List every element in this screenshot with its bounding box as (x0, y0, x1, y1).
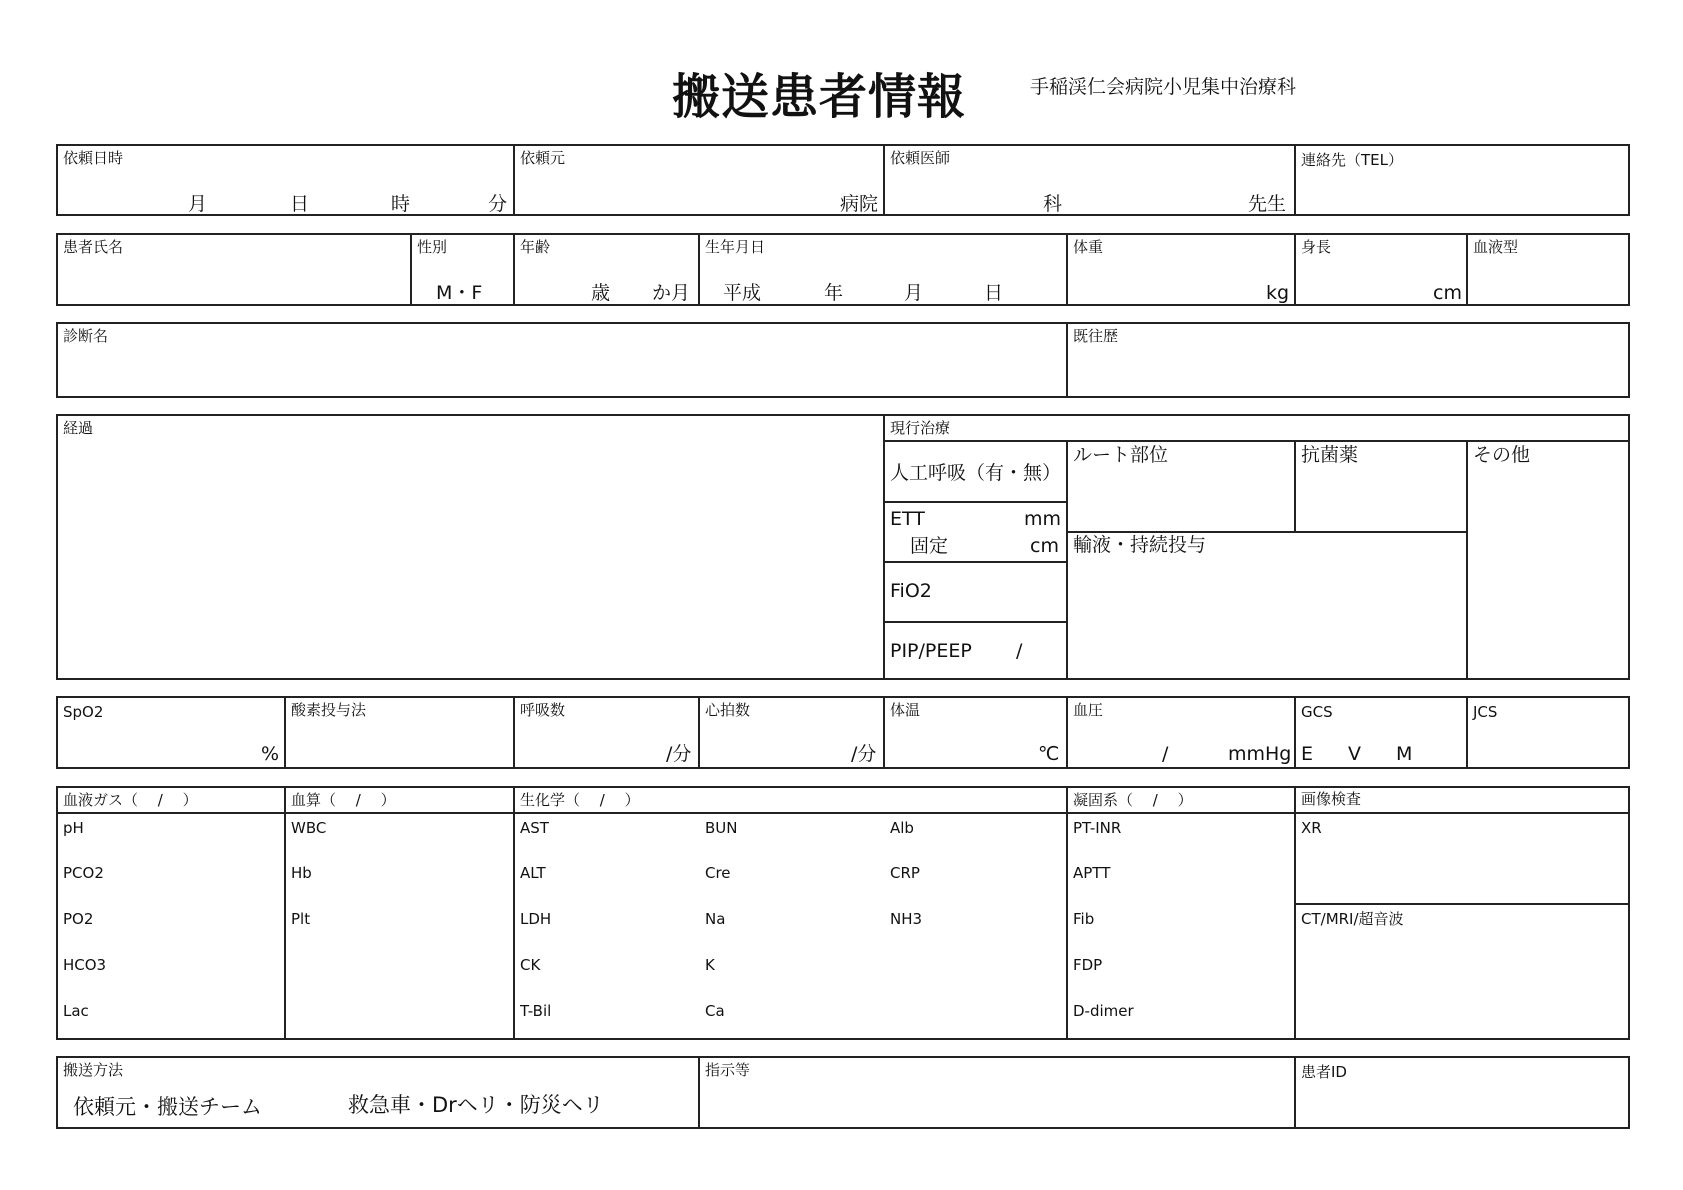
height-unit: cm (1433, 282, 1462, 304)
lab-item: Alb (890, 819, 914, 837)
transport-method-label: 搬送方法 (63, 1061, 124, 1079)
blood-pressure-slash: / (1162, 743, 1169, 765)
day-unit: 日 (290, 193, 310, 215)
height-label: 身長 (1301, 238, 1332, 256)
lab-item: PO2 (63, 910, 94, 928)
lab-item: NH3 (890, 910, 923, 928)
lab-item: D-dimer (1073, 1002, 1134, 1020)
gcs-motor: M (1396, 743, 1413, 765)
dob-year-unit: 年 (824, 282, 844, 304)
blood-pressure-unit: mmHg (1228, 743, 1292, 765)
lab-item: BUN (705, 819, 738, 837)
dob-era: 平成 (723, 282, 762, 304)
dob-day-unit: 日 (984, 282, 1004, 304)
lab-item: AST (520, 819, 549, 837)
lab-item: HCO3 (63, 956, 107, 974)
instructions-label: 指示等 (705, 1061, 751, 1079)
pip-peep-label: PIP/PEEP (890, 640, 972, 662)
course-label: 経過 (63, 419, 94, 437)
temperature-unit: ℃ (1038, 743, 1060, 765)
lab-item: FDP (1073, 956, 1103, 974)
blood-gas-header: 血液ガス（ / ） (63, 791, 198, 809)
ett-label: ETT (890, 508, 925, 530)
lab-item: WBC (291, 819, 327, 837)
lab-item: APTT (1073, 864, 1111, 882)
contact-label: 連絡先（TEL） (1301, 151, 1403, 169)
hospital-suffix: 病院 (840, 193, 879, 215)
request-datetime-label: 依頼日時 (63, 149, 124, 167)
department-suffix: 科 (1043, 193, 1063, 215)
spo2-unit: % (261, 743, 280, 765)
patient-section (56, 233, 1630, 306)
ett-unit: mm (1024, 508, 1062, 530)
patient-id-label: 患者ID (1301, 1063, 1347, 1081)
month-unit: 月 (188, 193, 208, 215)
dob-month-unit: 月 (904, 282, 924, 304)
dob-label: 生年月日 (705, 238, 766, 256)
sex-options: M・F (436, 282, 483, 304)
ventilation-status: 人工呼吸（有・無） (890, 462, 1062, 484)
fixation-unit: cm (1030, 535, 1059, 557)
patient-name-label: 患者氏名 (63, 238, 124, 256)
fixation-label: 固定 (910, 535, 949, 557)
lab-item: T-Bil (520, 1002, 552, 1020)
page-title: 搬送患者情報 (672, 69, 967, 125)
gcs-label: GCS (1301, 703, 1333, 721)
jcs-label: JCS (1473, 703, 1498, 721)
diagnosis-label: 診断名 (63, 327, 109, 345)
heart-rate-unit: /分 (851, 743, 877, 765)
temperature-label: 体温 (890, 701, 921, 719)
gcs-verbal: V (1348, 743, 1361, 765)
weight-unit: kg (1266, 282, 1290, 304)
age-label: 年齢 (520, 238, 551, 256)
fio2-label: FiO2 (890, 580, 932, 602)
coagulation-header: 凝固系（ / ） (1073, 791, 1193, 809)
weight-label: 体重 (1073, 238, 1104, 256)
request-doctor-label: 依頼医師 (890, 149, 951, 167)
other-label: その他 (1473, 444, 1531, 466)
respiratory-rate-unit: /分 (666, 743, 692, 765)
cbc-header: 血算（ / ） (291, 791, 396, 809)
blood-type-label: 血液型 (1473, 238, 1519, 256)
lab-item: Cre (705, 864, 731, 882)
lab-item: CRP (890, 864, 920, 882)
request-section (56, 144, 1630, 216)
infusion-label: 輸液・持続投与 (1073, 534, 1207, 556)
imaging-header: 画像検査 (1301, 790, 1362, 808)
medical-history-label: 既往歴 (1073, 327, 1119, 345)
labs-section (56, 786, 1630, 1040)
lab-item: CK (520, 956, 541, 974)
request-source-label: 依頼元 (520, 149, 566, 167)
pip-peep-slash: / (1016, 640, 1023, 662)
minute-unit: 分 (488, 193, 508, 215)
imaging-xr-label: XR (1301, 819, 1322, 837)
lab-item: Na (705, 910, 726, 928)
lab-item: PCO2 (63, 864, 104, 882)
doctor-suffix: 先生 (1248, 193, 1287, 215)
antibiotics-label: 抗菌薬 (1301, 444, 1359, 466)
hour-unit: 時 (391, 193, 411, 215)
sex-label: 性別 (417, 238, 448, 256)
respiratory-rate-label: 呼吸数 (520, 701, 566, 719)
transport-section (56, 1056, 1630, 1129)
diagnosis-section (56, 322, 1630, 398)
lab-item: Hb (291, 864, 312, 882)
vitals-section (56, 696, 1630, 769)
lab-item: ALT (520, 864, 546, 882)
current-treatment-label: 現行治療 (890, 419, 951, 437)
department-name: 手稲渓仁会病院小児集中治療科 (1030, 76, 1297, 98)
age-months-unit: か月 (652, 282, 691, 304)
gcs-eye: E (1301, 743, 1314, 765)
transport-vehicle-option: 救急車・Drヘリ・防災ヘリ (348, 1093, 604, 1117)
spo2-label: SpO2 (63, 703, 104, 721)
lab-item: K (705, 956, 715, 974)
age-years-unit: 歳 (591, 282, 611, 304)
lab-item: Fib (1073, 910, 1095, 928)
blood-pressure-label: 血圧 (1073, 701, 1104, 719)
transport-team-option: 依頼元・搬送チーム (73, 1095, 262, 1119)
lab-item: pH (63, 819, 84, 837)
lab-item: LDH (520, 910, 552, 928)
lab-item: Plt (291, 910, 311, 928)
lab-item: Ca (705, 1002, 725, 1020)
course-section (56, 414, 1630, 680)
biochemistry-header: 生化学（ / ） (520, 791, 640, 809)
oxygen-method-label: 酸素投与法 (291, 701, 367, 719)
lab-item: PT-INR (1073, 819, 1122, 837)
route-site-label: ルート部位 (1073, 444, 1169, 466)
imaging-ct-label: CT/MRI/超音波 (1301, 910, 1404, 928)
heart-rate-label: 心拍数 (705, 701, 751, 719)
lab-item: Lac (63, 1002, 89, 1020)
